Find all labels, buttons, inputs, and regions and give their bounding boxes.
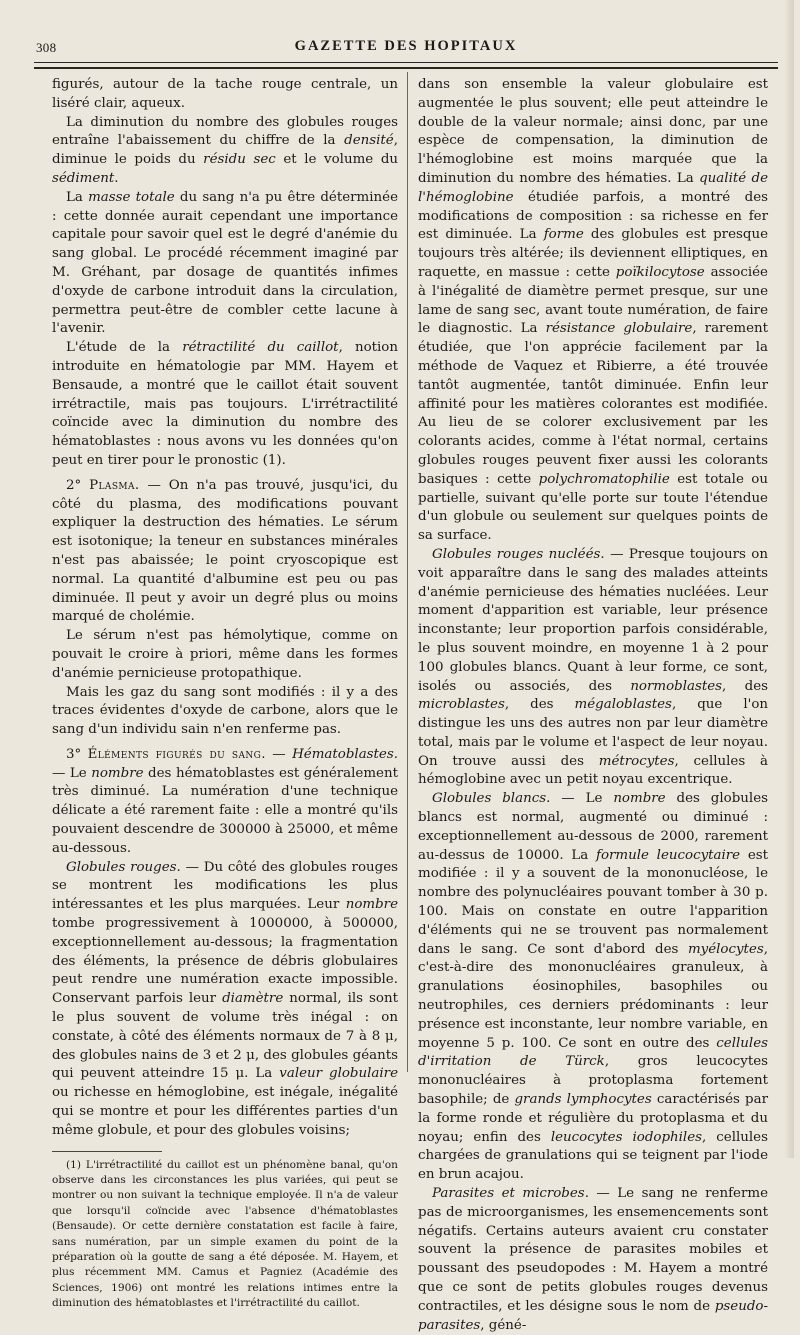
section-heading: Éléments figurés du sang. (87, 746, 266, 762)
section-heading: Plasma. (89, 477, 140, 493)
footnote: (1) L'irrétractilité du caillot est un phénomène banal, qu'on observe dans les circonstances les plus variées, qui peut se montrer ou non suivant la technique employée. Il n'a de valeur que lorsqu'il coïncide avec l'absence d'hématoblastes (Bensaude). Or cette dernière constatation est facile à faire, sans numération, par un simple examen du point de la préparation où la goutte de sang a été déposée. M. Hayem, et plus récemment MM. Camus et Pagniez (Académie des Sciences, 1906) ont montré les relations intimes entre la diminution des hématoblastes et l'irrétractilité du caillot. (52, 1158, 398, 1310)
page-edge-shadow (784, 0, 794, 1158)
paragraph: Mais les gaz du sang sont modifiés : il y a des traces évidentes d'oxyde de carbone, alors que le sang d'un individu sain n'en renferme pas. (52, 684, 398, 738)
paragraph: dans son ensemble la valeur globulaire est augmentée le plus souvent; elle peut atteindre le double de la valeur normale; ainsi donc, par une espèce de compensation, la diminution de l'hémoglobine est moins marquée que la diminution du nombre des hématies. La qualité de l'hémoglobine étudiée parfois, a montré des modifications de composition : sa richesse en fer est diminuée. La forme des globules est presque toujours très altérée; ils deviennent elliptiques, en raquette, en massue : cette poïkilocytose associée à l'inégalité de diamètre permet presque, sur une lame de sang sec, avant toute numération, de faire le diagnostic. La résistance globulaire, rarement étudiée, que l'on apprécie facilement par la méthode de Vaquez et Ribierre, a été trouvée tantôt augmentée, tantôt diminuée. Enfin leur affinité pour les matières colorantes est modifiée. Au lieu de se colorer exclusivement par les colorants acides, comme à l'état normal, certains globules rouges peuvent fixer aussi les colorants basiques : cette polychromatophilie est totale ou partielle, suivant qu'elle porte sur toute l'étendue d'un globule ou seulement sur quelques points de sa surface. (418, 77, 769, 544)
paragraph: Le sérum n'est pas hémolytique, comme on pouvait le croire à priori, même dans les formes d'anémie pernicieuse protopathique. (52, 628, 398, 681)
section-plasma: 2° Plasma. — On n'a pas trouvé, jusqu'ici, du côté du plasma, des modifications pouvant expliquer la destruction des hématies. Le sérum est isotonique; la teneur en substances minérales n'est pas abaissée; le point cryoscopique est normal. La quantité d'albumine est peu ou pas diminuée. Il peut y avoir un degré plus ou moins marqué de cholémie. (52, 477, 398, 625)
header-double-rule (34, 67, 778, 69)
paragraph: figurés, autour de la tache rouge centrale, un liséré clair, aqueux. (52, 77, 398, 111)
footnote-rule (52, 1151, 162, 1152)
paragraph-globules-nucleés: Globules rouges nucléés. — Presque toujours on voit apparaître dans le sang des malades atteints d'anémie pernicieuse des hématies nucléées. Leur moment d'apparition est variable, leur présence inconstante; leur proportion parfois considérable, le plus souvent moindre, en moyenne 1 à 2 pour 100 globules blancs. Quant à leur forme, ce sont, isolés ou associés, des normoblastes, des microblastes, des mégaloblastes, que l'on distingue les uns des autres non par leur diamètre total, mais par le volume et l'aspect de leur noyau. On trouve aussi des métrocytes, cellules à hémoglobine avec un petit noyau excentrique. (418, 546, 769, 788)
page-number: 308 (36, 40, 57, 55)
paragraph: La masse totale du sang n'a pu être déterminée : cette donnée aurait cependant une importance capitale pour savoir quel est le degré d'anémie du sang global. Le procédé récemment imaginé par M. Gréhant, par dosage de quantités infimes d'oxyde de carbone introduit dans la circulation, permettra peut-être de combler cette lacune à l'avenir. (52, 189, 399, 337)
paragraph-parasites: Parasites et microbes. — Le sang ne renferme pas de microorganismes, les ensemencements sont négatifs. Certains auteurs avaient cru constater souvent la présence de parasites mobiles et poussant des pseudopodes : M. Hayem a montré que ce sont de petits globules rouges devenus contractiles, et les désigne sous le nom de pseudo-parasites, géné- (418, 1186, 768, 1333)
paragraph: L'étude de la rétractilité du caillot, notion introduite en hématologie par MM. Hayem et Bensaude, a montré que le caillot était souvent irrétractile, mais pas toujours. L'irrétractilité coïncide avec la diminution du nombre des hématoblastes : nous avons vu les données qu'on peut en tirer pour le pronostic (1). (52, 340, 398, 468)
column-divider (407, 72, 408, 1072)
journal-title: GAZETTE DES HOPITAUX (294, 38, 518, 54)
paragraph: La diminution du nombre des globules rouges entraîne l'abaissement du chiffre de la densité, diminue le poids du résidu sec et le volume du sédiment. (52, 114, 399, 186)
page-header (34, 34, 778, 62)
paragraph: Globules rouges. — Du côté des globules rouges se montrent les modifications les plus intéressantes et les plus marquées. Leur nombre tombe progressivement à 1000000, à 500000, exceptionnellement au-dessous; la fragmentation des éléments, la présence de débris globulaires peut rendre une numération exacte impossible. Conservant parfois leur diamètre normal, ils sont le plus souvent de volume très inégal : on constate, à côté des éléments normaux de 7 à 8 μ, des globules nains de 3 et 2 μ, des globules géants qui peuvent atteindre 15 μ. La valeur globulaire ou richesse en hémoglobine, est inégale, inégalité qui se montre et pour les différentes parties d'un même globule, et pour des globules voisins; (52, 859, 399, 1138)
left-column (52, 76, 398, 1312)
paragraph-globules-blancs: Globules blancs. — Le nombre des globules blancs est normal, augmenté ou diminué : exceptionnellement au-dessous de 2000, rarement au-dessus de 10000. La formule leucocytaire est modifiée : il y a souvent de la mononucléose, le nombre des polynucléaires pouvant tomber à 30 p. 100. Mais on constate en outre l'apparition d'éléments qui ne se trouvent pas normalement dans le sang. Ce sont d'abord des myélocytes, c'est-à-dire des mononucléaires granuleux, à granulations éosinophiles, basophiles ou neutrophiles, ces derniers prédominants : leur présence est inconstante, leur nombre variable, en moyenne 5 p. 100. Ce sont en outre des cellules d'irritation de Türck, gros leucocytes mononucléaires à protoplasma fortement basophile; de grands lymphocytes caractérisés par la forme ronde et régulière du protoplasma et du noyau; enfin des leucocytes iodophiles, cellules chargées de granulations qui se teignent par l'iode en brun acajou. (418, 791, 769, 1183)
section-elements-figures: 3° Éléments figurés du sang. — Hématoblastes. — Le nombre des hématoblastes est généralement très diminué. La numération d'une technique délicate a été rarement faite : elle a montré qu'ils pouvaient descendre de 300000 à 25000, et même au-dessous. (52, 746, 398, 856)
header-rule (34, 62, 778, 63)
right-column (418, 76, 768, 1335)
